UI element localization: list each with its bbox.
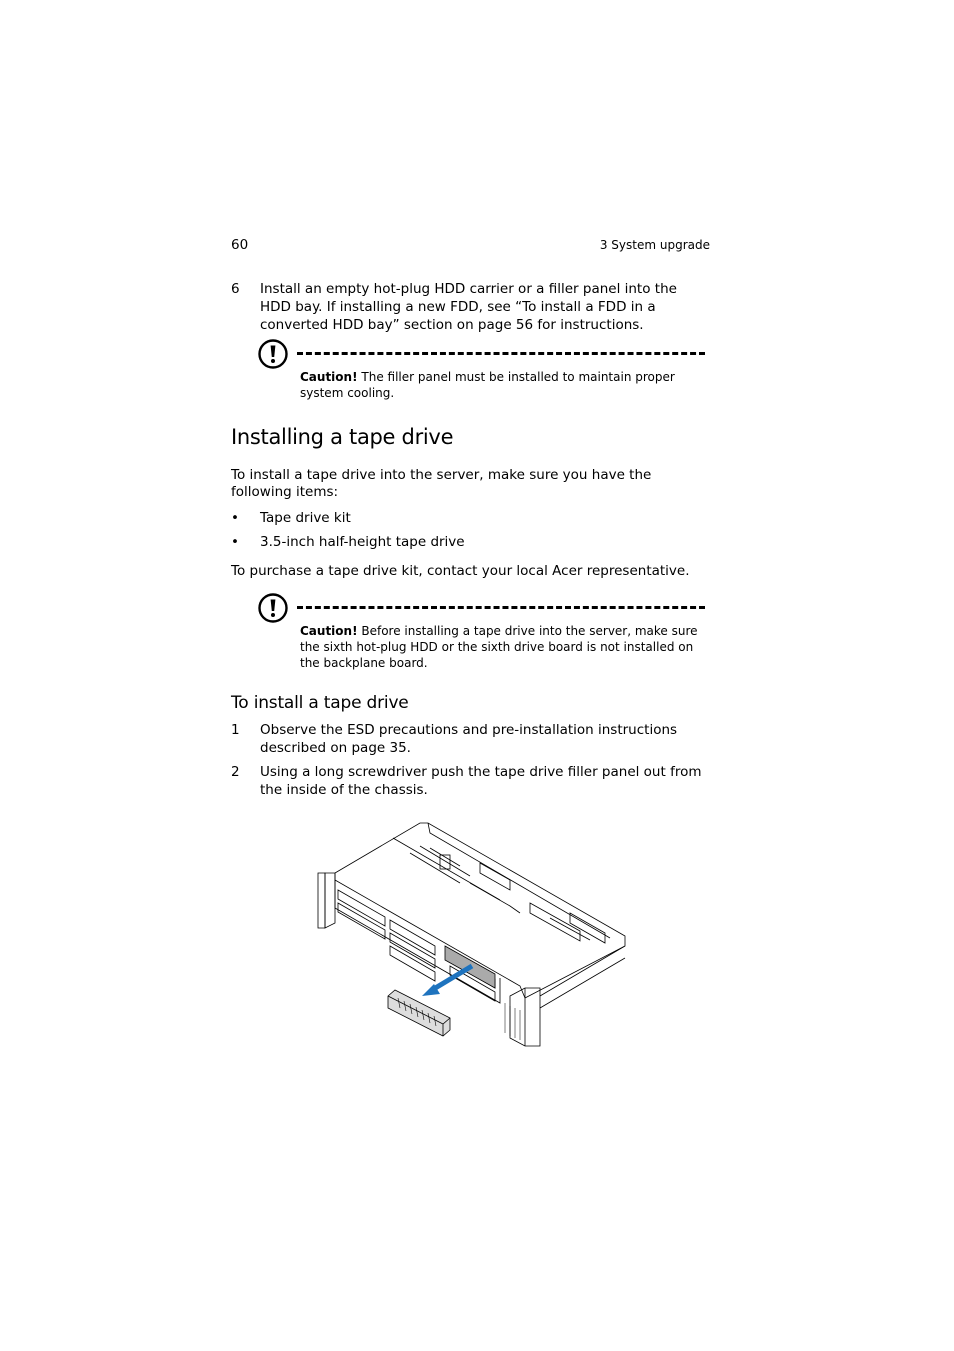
caution-text: Before installing a tape drive into the server, make sure the sixth hot-plug HDD or the sixth drive board is not installed on the backplane board.	[300, 624, 698, 670]
caution-icon	[258, 593, 288, 623]
list-item: • 3.5-inch half-height tape drive	[231, 534, 465, 550]
caution-icon	[258, 339, 288, 369]
section-title: Installing a tape drive	[231, 425, 454, 449]
caution-note	[300, 369, 705, 401]
step-text: Install an empty hot-plug HDD carrier or a filler panel into the HDD bay. If installing a new FDD, see “To install a FDD in a converted HDD bay” section on page 56 for instructions.	[260, 281, 677, 333]
page-number: 60	[231, 237, 249, 253]
step-number: 2	[231, 764, 240, 780]
caution-divider	[297, 606, 705, 609]
step-number: 6	[231, 281, 240, 297]
chassis-illustration	[310, 818, 630, 1050]
intro-paragraph: To install a tape drive into the server, make sure you have the following items:	[231, 467, 652, 500]
step-6	[231, 280, 711, 336]
step-2	[231, 763, 711, 801]
step-text: Observe the ESD precautions and pre-installation instructions described on page 35.	[260, 722, 678, 756]
procedure-title: To install a tape drive	[231, 693, 409, 713]
step-1	[231, 721, 711, 759]
caution-label: Caution!	[300, 370, 358, 384]
caution-divider	[297, 352, 705, 355]
caution-label: Caution!	[300, 624, 358, 638]
removal-arrow	[422, 966, 472, 996]
chapter-title: 3 System upgrade	[599, 238, 710, 252]
caution-text: The filler panel must be installed to maintain proper system cooling.	[300, 370, 675, 400]
caution-note	[300, 623, 705, 671]
step-text: Using a long screwdriver push the tape drive filler panel out from the inside of the chassis.	[260, 764, 702, 798]
purchase-paragraph: To purchase a tape drive kit, contact your local Acer representative.	[231, 563, 690, 579]
step-number: 1	[231, 722, 240, 738]
list-item: • Tape drive kit	[231, 510, 351, 526]
